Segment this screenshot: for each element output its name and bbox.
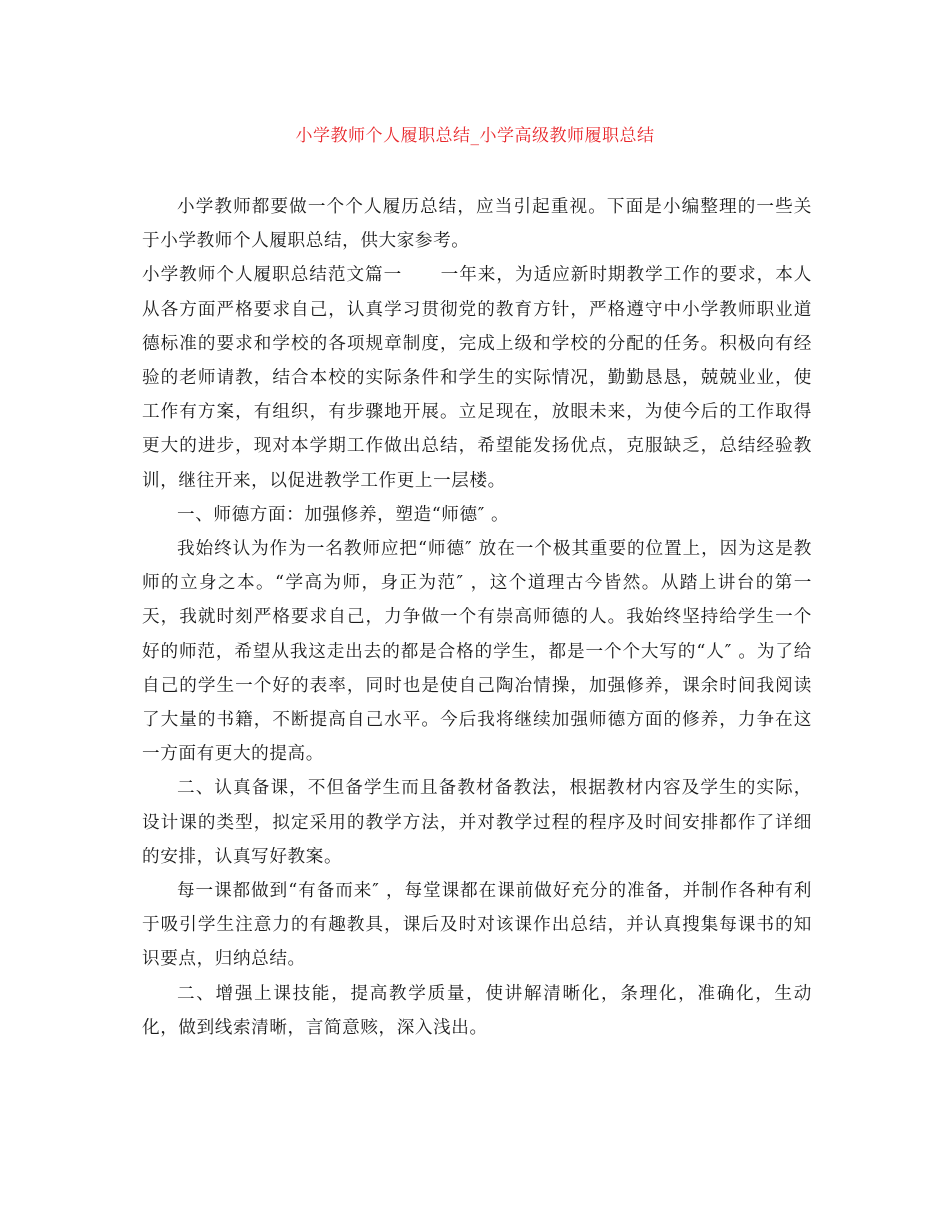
section1-heading: 一、师德方面：加强修养，塑造“师德″ 。	[177, 504, 510, 525]
section2-extra: 每一课都做到“有备而来″ ，每堂课都在课前做好充分的准备，并制作各种有利于吸引学生注意力的有趣教具，课后及时对该课作出总结，并认真搜集每课书的知识要点，归纳总结。	[142, 881, 812, 970]
intro-paragraph: 小学教师都要做一个个人履历总结，应当引起重视。下面是小编整理的一些关于小学教师个人履职总结，供大家参考。	[142, 197, 812, 252]
sample-body: 一年来，为适应新时期教学工作的要求，本人从各方面严格要求自己，认真学习贯彻党的教育方针，严格遵守中小学教师职业道德标准的要求和学校的各项规章制度，完成上级和学校的分配的任务。积极向有经验的老师请教，结合本校的实际条件和学生的实际情况，勤勤恳恳，兢兢业业，使工作有方案，有组织，有步骤地开展。立足现在，放眼未来，为使今后的工作取得更大的进步，现对本学期工作做出总结，希望能发扬优点，克服缺乏，总结经验教训，继往开来，以促进教学工作更上一层楼。	[142, 265, 812, 491]
document-title: 小学教师个人履职总结_小学高级教师履职总结	[295, 126, 655, 146]
document-body	[142, 190, 812, 1045]
section1-body: 我始终认为作为一名教师应把“师德″ 放在一个极其重要的位置上，因为这是教师的立身之本。“学高为师，身正为范″ ，这个道理古今皆然。从踏上讲台的第一天，我就时刻严格要求自己，力争做一个有崇高师德的人。我始终坚持给学生一个好的师范，希望从我这走出去的都是合格的学生，都是一个个大写的“人″ 。为了给自己的学生一个好的表率，同时也是使自己陶冶情操，加强修养，课余时间我阅读了大量的书籍，不断提高自己水平。今后我将继续加强师德方面的修养，力争在这一方面有更大的提高。	[142, 539, 812, 765]
sample-heading: 小学教师个人履职总结范文篇一	[142, 265, 403, 286]
sample-paragraph	[142, 258, 812, 497]
section2-body: 二、认真备课，不但备学生而且备教材备教法，根据教材内容及学生的实际，设计课的类型，拟定采用的教学方法，并对教学过程的程序及时间安排都作了详细的安排，认真写好教案。	[142, 778, 812, 867]
section3-body: 二、增强上课技能，提高教学质量，使讲解清晰化，条理化，准确化，生动化，做到线索清晰，言简意赅，深入浅出。	[142, 983, 812, 1038]
